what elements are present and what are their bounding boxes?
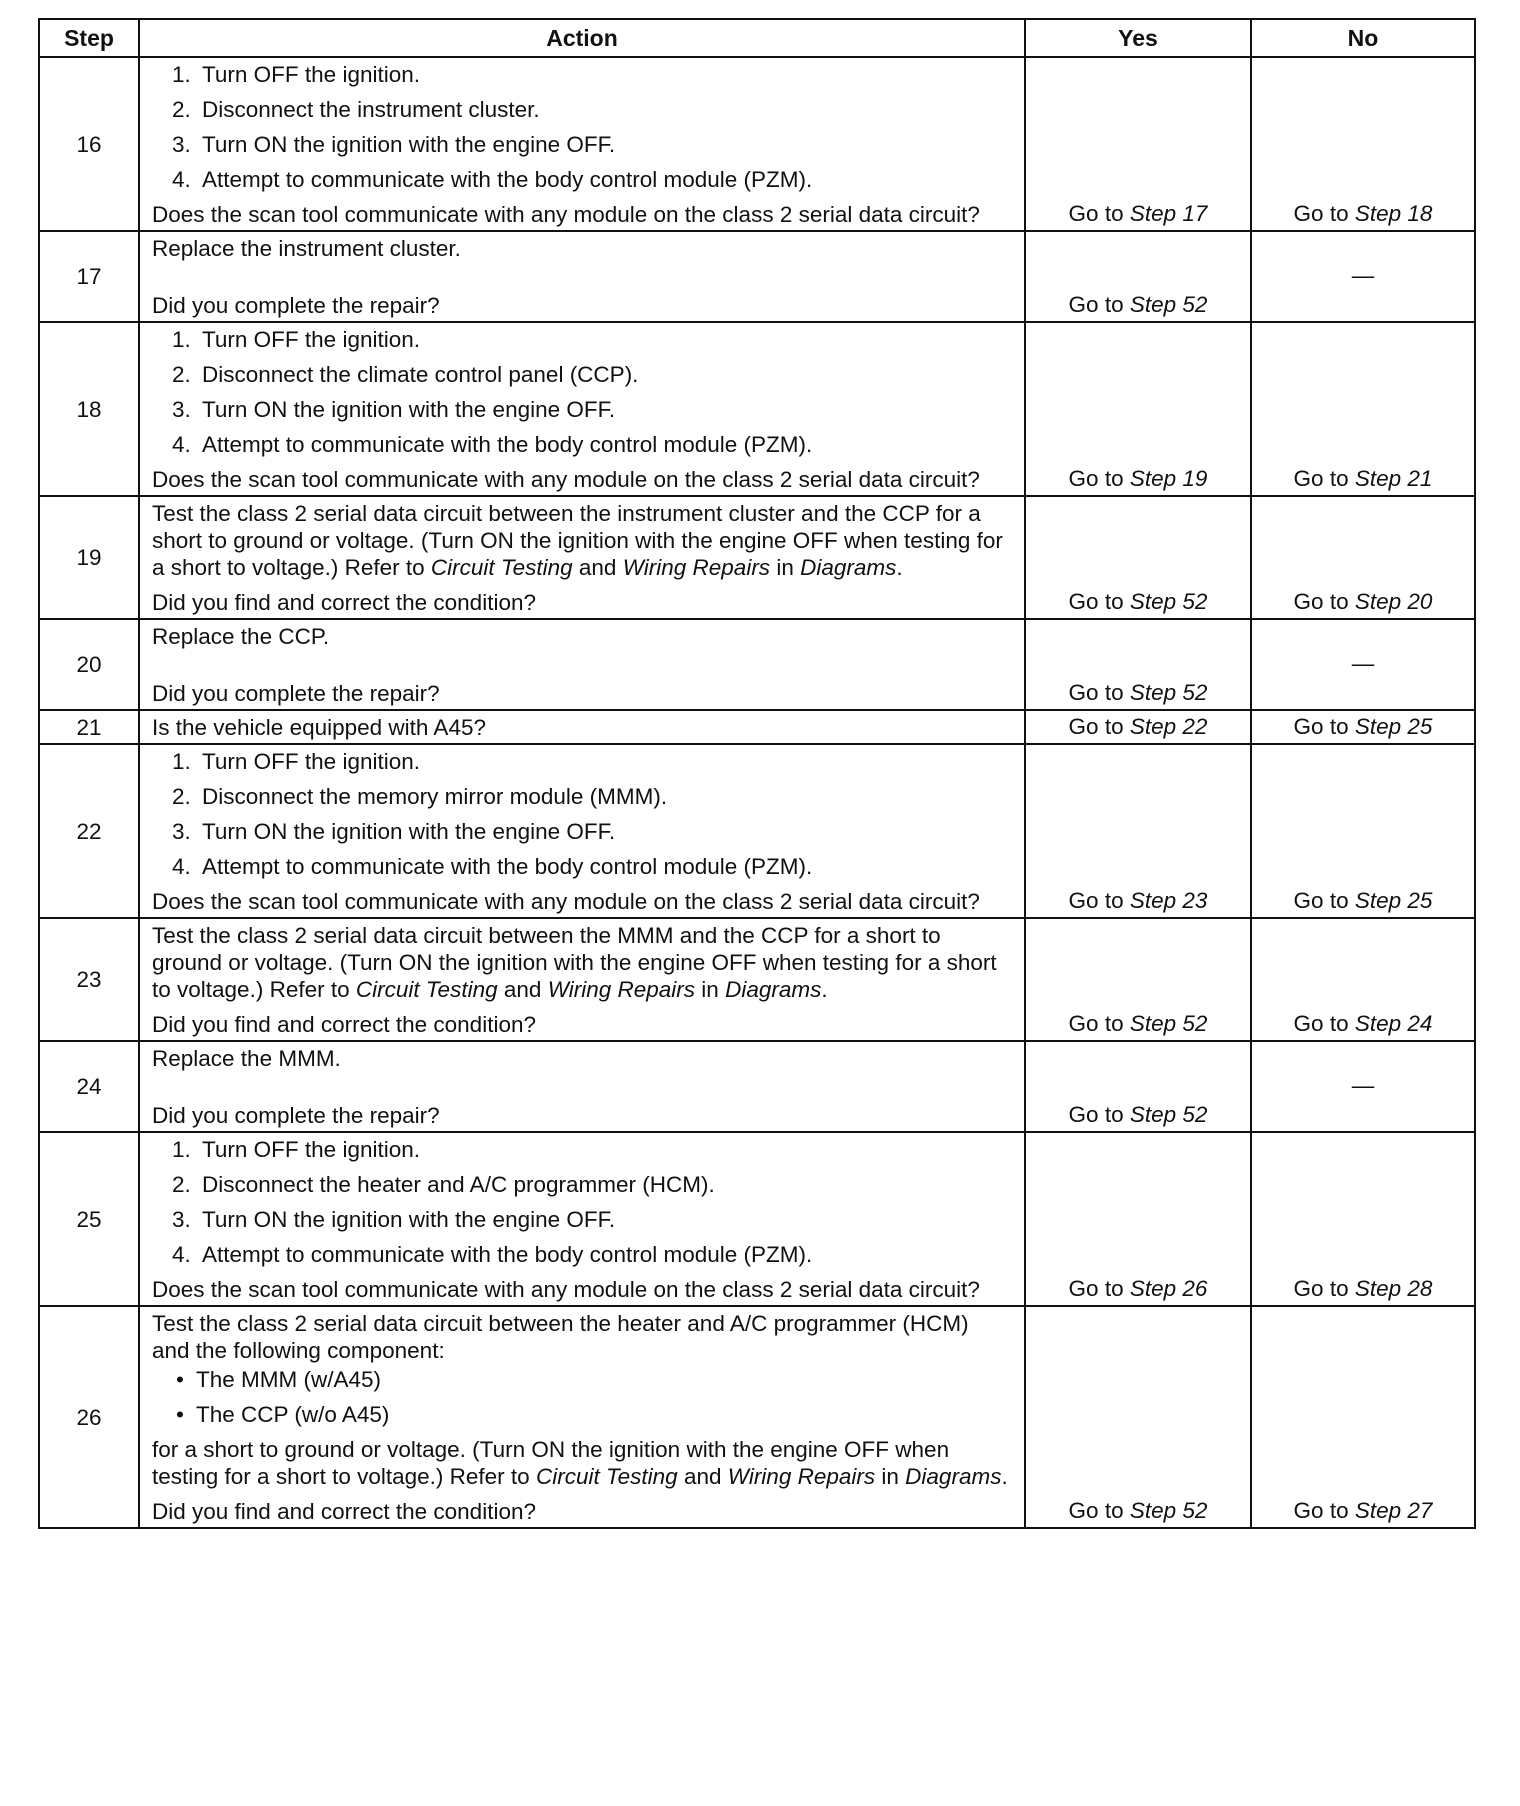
list-item: 3. Turn ON the ignition with the engine OFF. xyxy=(172,1207,616,1232)
yes-result: Go to Step 23 xyxy=(1025,744,1251,918)
yes-result: Go to Step 52 xyxy=(1025,619,1251,710)
header-yes: Yes xyxy=(1025,19,1251,57)
list-item: 2. Disconnect the climate control panel (CCP). xyxy=(172,362,639,387)
question-text: Did you find and correct the condition? xyxy=(152,1499,536,1524)
question-text: Does the scan tool communicate with any module on the class 2 serial data circuit? xyxy=(152,889,980,914)
no-result: Go to Step 24 xyxy=(1251,918,1475,1041)
table-row xyxy=(39,1306,1475,1528)
question-text: Does the scan tool communicate with any module on the class 2 serial data circuit? xyxy=(152,1277,980,1302)
no-result: Go to Step 20 xyxy=(1251,496,1475,619)
action-cell xyxy=(139,496,1025,619)
list-item: 4. Attempt to communicate with the body control module (PZM). xyxy=(172,432,813,457)
header-no: No xyxy=(1251,19,1475,57)
step-number: 24 xyxy=(39,1041,139,1132)
diagnostic-table xyxy=(38,18,1476,1529)
table-row xyxy=(39,1041,1475,1132)
action-text: Replace the MMM. xyxy=(152,1046,341,1071)
yes-result: Go to Step 52 xyxy=(1025,1306,1251,1528)
header-action: Action xyxy=(139,19,1025,57)
step-number: 23 xyxy=(39,918,139,1041)
question-text: Did you complete the repair? xyxy=(152,681,440,706)
table-row xyxy=(39,744,1475,918)
list-item: 1. Turn OFF the ignition. xyxy=(172,62,421,87)
no-result: — xyxy=(1251,231,1475,322)
table-row xyxy=(39,231,1475,322)
yes-result: Go to Step 19 xyxy=(1025,322,1251,496)
list-item: 3. Turn ON the ignition with the engine OFF. xyxy=(172,132,616,157)
no-result: Go to Step 18 xyxy=(1251,57,1475,231)
table-row xyxy=(39,1132,1475,1306)
question-text: Did you complete the repair? xyxy=(152,293,440,318)
step-number: 22 xyxy=(39,744,139,918)
list-item: 1. Turn OFF the ignition. xyxy=(172,749,421,774)
header-step: Step xyxy=(39,19,139,57)
yes-result: Go to Step 26 xyxy=(1025,1132,1251,1306)
question-text: Did you find and correct the condition? xyxy=(152,590,536,615)
action-cell xyxy=(139,1306,1025,1528)
no-result: Go to Step 27 xyxy=(1251,1306,1475,1528)
yes-result: Go to Step 52 xyxy=(1025,918,1251,1041)
bullet-item: • The MMM (w/A45) xyxy=(176,1367,382,1392)
action-text: Test the class 2 serial data circuit between the MMM and the CCP for a short to ground or voltage. (Turn ON the ignition with the engine OFF when testing for a short to voltage.) Refer to Circuit Testing and Wiring Repairs in Diagrams. xyxy=(152,923,997,1002)
action-cell xyxy=(139,322,1025,496)
action-cell xyxy=(139,1132,1025,1306)
action-cell xyxy=(139,57,1025,231)
list-item: 3. Turn ON the ignition with the engine OFF. xyxy=(172,819,616,844)
table-row xyxy=(39,322,1475,496)
step-number: 18 xyxy=(39,322,139,496)
list-item: 4. Attempt to communicate with the body control module (PZM). xyxy=(172,167,813,192)
action-text: for a short to ground or voltage. (Turn ON the ignition with the engine OFF when testing for a short to voltage.) Refer to Circuit Testing and Wiring Repairs in Diagrams. xyxy=(152,1437,1008,1489)
step-number: 20 xyxy=(39,619,139,710)
action-cell xyxy=(139,918,1025,1041)
question-text: Did you find and correct the condition? xyxy=(152,1012,536,1037)
action-intro: Test the class 2 serial data circuit between the heater and A/C programmer (HCM) and the following component: xyxy=(152,1311,969,1363)
list-item: 2. Disconnect the memory mirror module (MMM). xyxy=(172,784,668,809)
bullet-item: • The CCP (w/o A45) xyxy=(176,1402,390,1427)
question-text: Does the scan tool communicate with any module on the class 2 serial data circuit? xyxy=(152,467,980,492)
list-item: 1. Turn OFF the ignition. xyxy=(172,1137,421,1162)
question-text: Is the vehicle equipped with A45? xyxy=(152,715,486,740)
action-cell xyxy=(139,231,1025,322)
table-row xyxy=(39,619,1475,710)
list-item: 1. Turn OFF the ignition. xyxy=(172,327,421,352)
yes-result: Go to Step 52 xyxy=(1025,1041,1251,1132)
question-text: Does the scan tool communicate with any module on the class 2 serial data circuit? xyxy=(152,202,980,227)
no-result: — xyxy=(1251,619,1475,710)
action-cell xyxy=(139,744,1025,918)
action-cell xyxy=(139,710,1025,744)
list-item: 4. Attempt to communicate with the body control module (PZM). xyxy=(172,854,813,879)
action-text: Replace the CCP. xyxy=(152,624,330,649)
step-number: 25 xyxy=(39,1132,139,1306)
action-text: Test the class 2 serial data circuit between the instrument cluster and the CCP for a short to ground or voltage. (Turn ON the ignition with the engine OFF when testing for a short to voltage.) Refer to Circuit Testing and Wiring Repairs in Diagrams. xyxy=(152,501,1003,580)
list-item: 2. Disconnect the instrument cluster. xyxy=(172,97,540,122)
step-number: 21 xyxy=(39,710,139,744)
list-item: 3. Turn ON the ignition with the engine OFF. xyxy=(172,397,616,422)
table-row xyxy=(39,918,1475,1041)
no-result: Go to Step 25 xyxy=(1251,710,1475,744)
question-text: Did you complete the repair? xyxy=(152,1103,440,1128)
list-item: 2. Disconnect the heater and A/C programmer (HCM). xyxy=(172,1172,715,1197)
table-row xyxy=(39,710,1475,744)
step-number: 19 xyxy=(39,496,139,619)
no-result: Go to Step 25 xyxy=(1251,744,1475,918)
header-row xyxy=(39,19,1475,57)
table-row xyxy=(39,57,1475,231)
table-row xyxy=(39,496,1475,619)
yes-result: Go to Step 17 xyxy=(1025,57,1251,231)
yes-result: Go to Step 52 xyxy=(1025,496,1251,619)
step-number: 26 xyxy=(39,1306,139,1528)
no-result: — xyxy=(1251,1041,1475,1132)
step-number: 17 xyxy=(39,231,139,322)
no-result: Go to Step 21 xyxy=(1251,322,1475,496)
list-item: 4. Attempt to communicate with the body control module (PZM). xyxy=(172,1242,813,1267)
yes-result: Go to Step 22 xyxy=(1025,710,1251,744)
yes-result: Go to Step 52 xyxy=(1025,231,1251,322)
action-cell xyxy=(139,619,1025,710)
no-result: Go to Step 28 xyxy=(1251,1132,1475,1306)
action-cell xyxy=(139,1041,1025,1132)
step-number: 16 xyxy=(39,57,139,231)
action-text: Replace the instrument cluster. xyxy=(152,236,461,261)
